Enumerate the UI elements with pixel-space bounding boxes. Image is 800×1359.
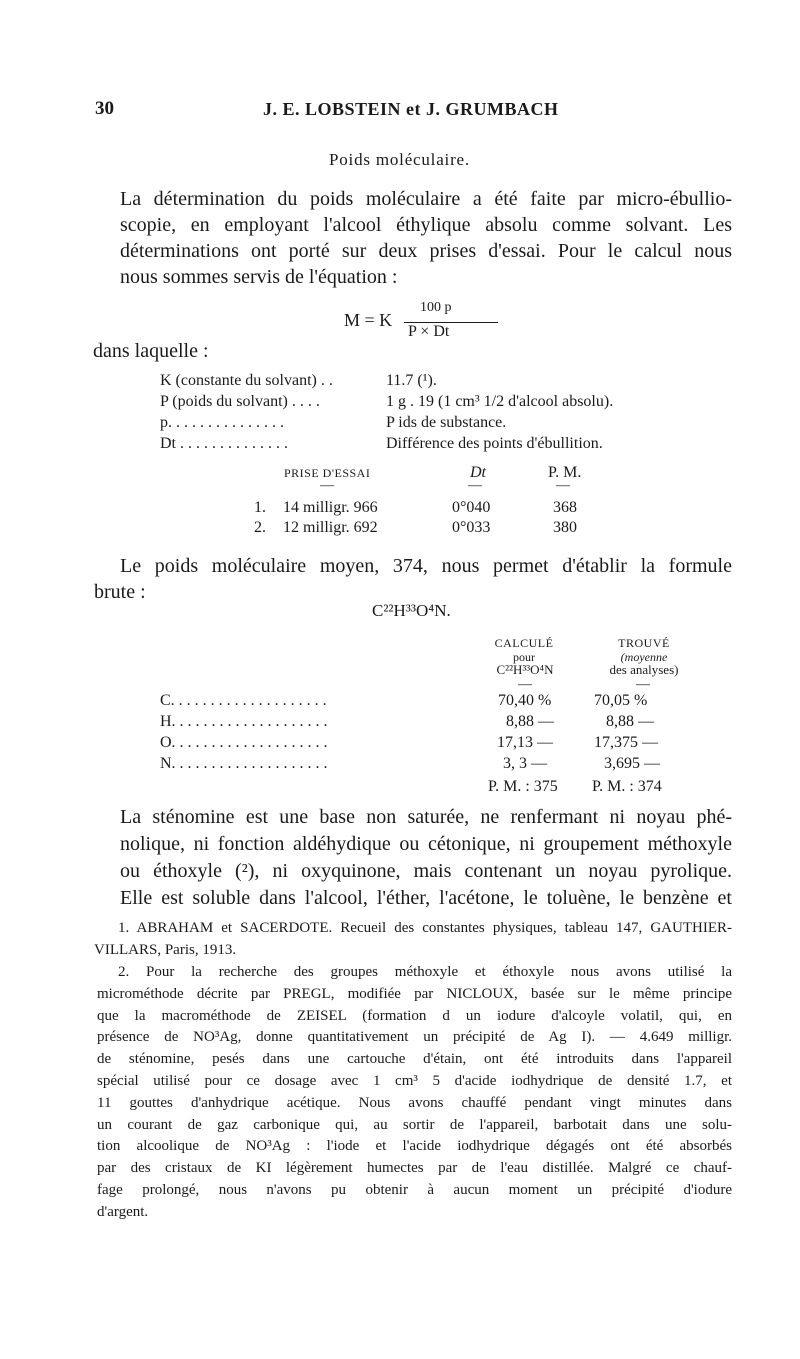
definition-meaning: 11.7 (¹). bbox=[386, 372, 437, 389]
definition-symbol: p. . . . . . . . . . . . . . . bbox=[160, 414, 284, 431]
text-line: déterminations ont porté sur deux prises d'essai. Pour le calcul nous bbox=[120, 240, 732, 262]
calc-value: 8,88 — bbox=[506, 713, 554, 730]
text-line: Le poids moléculaire moyen, 374, nous permet d'établir la formule bbox=[120, 555, 732, 577]
table-cell-mass: 14 milligr. 966 bbox=[283, 499, 378, 516]
text-line: nous sommes servis de l'équation : bbox=[120, 266, 398, 288]
element-label: O. . . . . . . . . . . . . . . . . . . . bbox=[160, 734, 328, 751]
footnote-line: 2. Pour la recherche des groupes méthoxyle et éthoxyle nous avons utilisé la bbox=[118, 964, 732, 980]
table-row-index: 1. bbox=[254, 499, 266, 516]
text-line: scopie, en employant l'alcool éthylique absolu comme solvant. Les bbox=[120, 214, 732, 236]
element-label: H. . . . . . . . . . . . . . . . . . . . bbox=[160, 713, 328, 730]
footnote-line: un courant de gaz carbonique qui, au sortir de l'appareil, barbotait dans une solu- bbox=[97, 1116, 732, 1133]
definition-symbol: K (constante du solvant) . . bbox=[160, 372, 333, 389]
table-dash: — bbox=[320, 478, 334, 493]
table-dash: — bbox=[468, 478, 482, 493]
text-line: La détermination du poids moléculaire a été faite par micro-ébullio- bbox=[120, 188, 732, 210]
table-cell-dt: 0°040 bbox=[452, 499, 491, 516]
definition-meaning: 1 g . 19 (1 cm³ 1/2 d'alcool absolu). bbox=[386, 393, 614, 410]
table-cell-pm: 368 bbox=[553, 499, 577, 516]
footnote-line: 11 gouttes d'anhydrique acétique. Nous avons chauffé pendant vingt minutes dans bbox=[97, 1094, 732, 1111]
text-line: brute : bbox=[94, 581, 146, 603]
footnote-line: tion alcoolique de NO³Ag : l'iode et l'acide iodhydrique dégagés ont été absorbés bbox=[97, 1138, 732, 1155]
found-value: 8,88 — bbox=[606, 713, 654, 730]
table-header-prise: PRISE D'ESSAI bbox=[284, 466, 371, 480]
equation-numerator: 100 p bbox=[420, 300, 452, 315]
definition-symbol: P (poids du solvant) . . . . bbox=[160, 393, 320, 410]
calc-total: P. M. : 375 bbox=[488, 778, 558, 795]
calc-value: 17,13 — bbox=[497, 734, 553, 751]
text-line: ou éthoxyle (²), ni oxyquinone, mais contenant un noyau pyrolique. bbox=[120, 860, 732, 882]
element-label: N. . . . . . . . . . . . . . . . . . . . bbox=[160, 755, 328, 772]
paragraph-intro bbox=[120, 186, 732, 290]
running-header-authors: J. E. LOBSTEIN et J. GRUMBACH bbox=[263, 99, 559, 119]
table-cell-mass: 12 milligr. 692 bbox=[283, 519, 378, 536]
footnote-line: 1. ABRAHAM et SACERDOTE. Recueil des constantes physiques, tableau 147, GAUTHIER- bbox=[118, 920, 732, 936]
table-header-dt: Dt bbox=[470, 464, 486, 481]
equation-denominator: P × Dt bbox=[408, 323, 450, 340]
element-label: C. . . . . . . . . . . . . . . . . . . . bbox=[160, 692, 327, 709]
definition-meaning: P ids de substance. bbox=[386, 414, 507, 431]
found-header-analyses: des analyses) bbox=[609, 662, 679, 677]
table-cell-dt: 0°033 bbox=[452, 519, 491, 536]
text-line: nolique, ni fonction aldéhydique ou cétonique, ni groupement méthoxyle bbox=[120, 833, 732, 855]
footnote-line: de sténomine, pesés dans une cartouche d'étain, ont été introduits dans l'appareil bbox=[97, 1051, 732, 1068]
footnote-2 bbox=[97, 962, 732, 1224]
footnote-line: spécial utilisé pour ce dosage avec 1 cm³ 5 d'acide iodhydrique de densité 1.7, et bbox=[97, 1072, 732, 1089]
definition-meaning: Différence des points d'ébullition. bbox=[386, 435, 603, 452]
paragraph-formula-intro bbox=[94, 553, 732, 605]
molecular-formula: C²²H³³O⁴N. bbox=[372, 601, 451, 620]
footnote-line: VILLARS, Paris, 1913. bbox=[94, 941, 237, 958]
page-number: 30 bbox=[95, 98, 114, 119]
footnote-line: par des cristaux de KI légèrement humectes par de l'eau distillée. Malgré ce chauf- bbox=[97, 1160, 732, 1177]
section-title: Poids moléculaire. bbox=[329, 150, 470, 169]
found-total: P. M. : 374 bbox=[592, 778, 662, 795]
paragraph-properties bbox=[120, 804, 732, 912]
definition-symbol: Dt . . . . . . . . . . . . . . bbox=[160, 435, 288, 452]
table-dash: — bbox=[556, 478, 570, 493]
table-row-index: 2. bbox=[254, 519, 266, 536]
found-value: 17,375 — bbox=[594, 734, 658, 751]
equation-intro: dans laquelle : bbox=[93, 340, 209, 362]
footnote-line: fage prolongé, nous n'avons pu obtenir à aucun moment un précipité d'iodure bbox=[97, 1181, 732, 1198]
table-dash: — bbox=[518, 677, 532, 692]
equation-lhs: M = K bbox=[344, 310, 393, 330]
table-dash: — bbox=[636, 677, 650, 692]
calc-header: CALCULÉ bbox=[494, 636, 554, 650]
found-header: TROUVÉ bbox=[618, 636, 670, 650]
text-line: La sténomine est une base non saturée, ne renfermant ni noyau phé- bbox=[120, 806, 732, 828]
footnote-line: d'argent. bbox=[97, 1203, 149, 1220]
footnote-1 bbox=[94, 918, 732, 962]
footnote-line: présence de NO³Ag, donne quantitativement un précipité de Ag I). — 4.649 milligr. bbox=[97, 1029, 732, 1046]
calc-header-pour: pour bbox=[513, 650, 535, 664]
found-value: 3,695 — bbox=[604, 755, 660, 772]
table-header-pm: P. M. bbox=[548, 464, 582, 481]
calc-value: 3, 3 — bbox=[503, 755, 547, 772]
footnote-line: que la macrométhode de ZEISEL (formation d un iodure d'alcoyle volatil, qui, en bbox=[97, 1007, 732, 1024]
table-cell-pm: 380 bbox=[553, 519, 577, 536]
found-header-moyenne: (moyenne bbox=[620, 650, 668, 664]
found-value: 70,05 % bbox=[594, 692, 648, 709]
text-line: Elle est soluble dans l'alcool, l'éther, l'acétone, le toluène, le benzène et bbox=[120, 887, 732, 909]
calc-value: 70,40 % bbox=[498, 692, 552, 709]
calc-header-formula: C²²H³³O⁴N bbox=[496, 662, 554, 677]
footnote-line: microméthode décrite par PREGL, modifiée par NICLOUX, basée sur le même principe bbox=[97, 985, 732, 1002]
